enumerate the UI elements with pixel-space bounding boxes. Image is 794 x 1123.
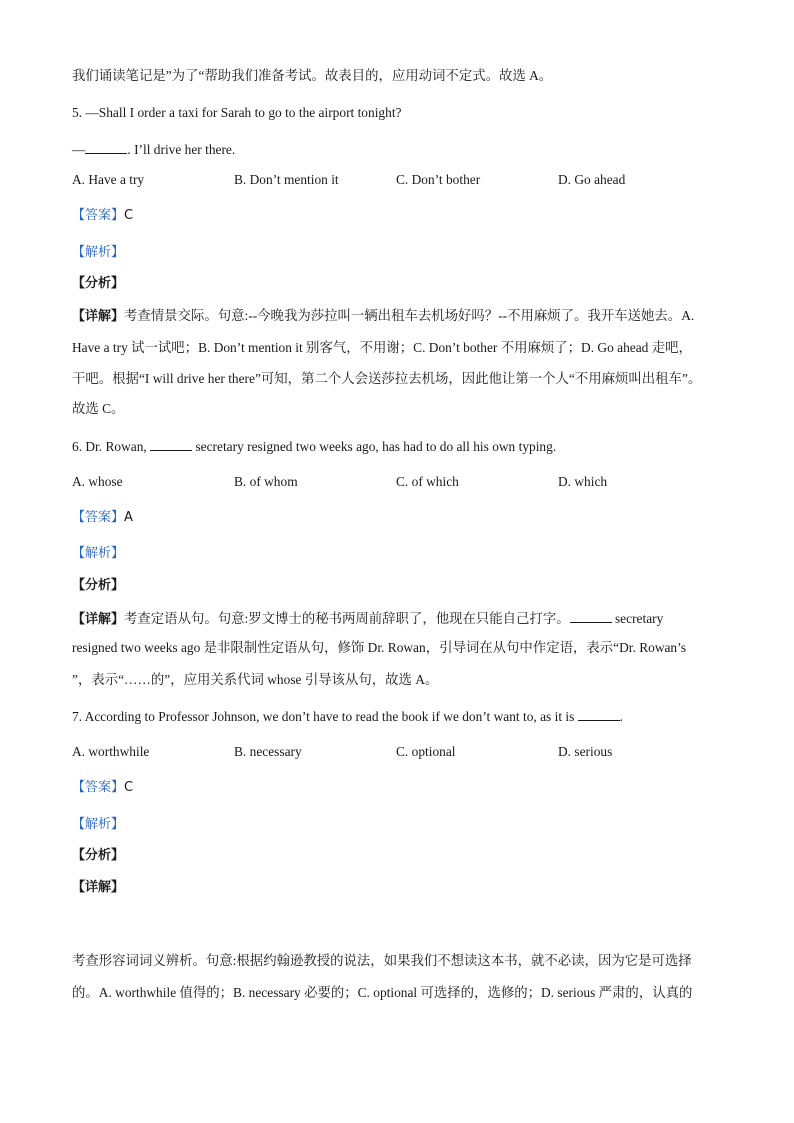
q5-detail-text-1: 考查情景交际。句意:--今晚我为莎拉叫一辆出租车去机场好吗？--不用麻烦了。我开车送她去。A. — [124, 308, 695, 323]
q7-stem-end: . — [619, 709, 624, 724]
q5-fenxi: 【分析】 — [72, 276, 125, 291]
q7-option-b: B. necessary — [234, 744, 302, 759]
q7-option-a: A. worthwhile — [72, 744, 150, 759]
q6-detail-text-1b: secretary — [611, 611, 664, 626]
q6-blank — [150, 436, 192, 451]
q6-option-b: B. of whom — [234, 474, 298, 489]
q6-answer — [72, 508, 724, 528]
q7-detail-line-2: 的。A. worthwhile 值得的；B. necessary 必要的；C. optional 可选择的，选修的；D. serious 严肃的，认真的 — [72, 985, 693, 1000]
q5-jiexi: 【解析】 — [72, 245, 125, 260]
q6-stem-a: 6. Dr. Rowan, — [72, 439, 151, 454]
q6-detail-text-1a: 考查定语从句。句意:罗文博士的秘书两周前辞职了，他现在只能自己打字。 — [124, 611, 570, 626]
q5-detail-label: 【详解】 — [72, 309, 125, 324]
q5-detail-line-3: 干吧。根据“I will drive her there”可知，第二个人会送莎拉去机场，因此他让第一个人“不用麻烦叫出租车”。 — [72, 371, 702, 386]
q6-option-d: D. which — [558, 474, 608, 489]
q5-stem: 5. —Shall I order a taxi for Sarah to go to the airport tonight? — [72, 105, 402, 120]
q6-option-a: A. whose — [72, 474, 123, 489]
q7-answer-value: C — [124, 780, 134, 795]
q6-jiexi: 【解析】 — [72, 546, 125, 561]
q6-answer-value: A — [124, 510, 133, 525]
q5-option-a: A. Have a try — [72, 172, 145, 187]
q7-option-d: D. serious — [558, 744, 613, 759]
q7-fenxi: 【分析】 — [72, 848, 125, 863]
q7-jiexi: 【解析】 — [72, 817, 125, 832]
q5-option-b: B. Don’t mention it — [234, 172, 339, 187]
intro-line: 我们诵读笔记是”为了“帮助我们准备考试。故表目的，应用动词不定式。故选 A。 — [72, 68, 553, 83]
q6-fenxi: 【分析】 — [72, 578, 125, 593]
q5-reply-prefix: — — [72, 142, 86, 157]
q5-blank — [85, 139, 127, 154]
q5-detail-line-1 — [72, 306, 724, 327]
q5-option-c: C. Don’t bother — [396, 172, 481, 187]
q6-detail-label: 【详解】 — [72, 612, 125, 627]
q5-answer — [72, 206, 724, 226]
q6-answer-label: 【答案】 — [72, 510, 125, 525]
q5-option-d: D. Go ahead — [558, 172, 626, 187]
q6-detail-line-2: resigned two weeks ago 是非限制性定语从句，修饰 Dr. Rowan，引导词在从句中作定语，表示“Dr. Rowan’s — [72, 640, 687, 655]
q7-detail-line-1: 考查形容词词义辨析。句意:根据约翰逊教授的说法，如果我们不想读这本书，就不必读，因为它是可选择 — [72, 953, 692, 968]
q5-answer-label: 【答案】 — [72, 208, 125, 223]
q6-detail-line-3: ”，表示“……的”，应用关系代词 whose 引导该从句，故选 A。 — [72, 672, 439, 687]
q7-detail-label: 【详解】 — [72, 880, 125, 895]
q5-detail-line-2: Have a try 试一试吧；B. Don’t mention it 别客气，不用谢；C. Don’t bother 不用麻烦了；D. Go ahead 走吧， — [72, 340, 692, 355]
q7-stem — [72, 706, 724, 727]
q6-stem-b: secretary resigned two weeks ago, has had to do all his own typing. — [192, 439, 557, 454]
q6-stem — [72, 436, 724, 457]
q5-reply — [72, 139, 724, 160]
q7-option-c: C. optional — [396, 744, 456, 759]
q7-blank — [578, 706, 620, 721]
q5-answer-value: C — [124, 208, 134, 223]
q6-option-c: C. of which — [396, 474, 459, 489]
q7-stem-text: 7. According to Professor Johnson, we don’t have to read the book if we don’t want to, as it is — [72, 709, 578, 724]
q6-detail-blank — [570, 608, 612, 623]
q7-answer-label: 【答案】 — [72, 780, 125, 795]
q5-detail-line-4: 故选 C。 — [72, 401, 125, 416]
q5-reply-rest: . I’ll drive her there. — [127, 142, 236, 157]
q7-answer — [72, 778, 724, 798]
q6-detail-line-1 — [72, 608, 724, 630]
